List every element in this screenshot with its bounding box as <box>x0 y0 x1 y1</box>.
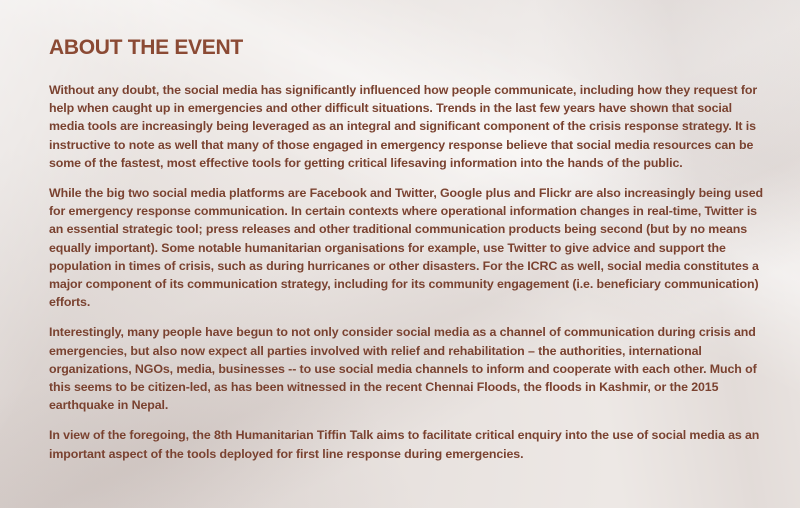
paragraph-tiffin-talk-aim: In view of the foregoing, the 8th Humanitarian Tiffin Talk aims to facilitate critical enquiry into the use of social media as an important aspect of the tools deployed for first line response during emergencies. <box>49 428 760 461</box>
paragraph-social-media-influence: Without any doubt, the social media has significantly influenced how people communicate, including how they request for help when caught up in emergencies and other difficult situations. Trends in the last few years have shown that social media tools are increasingly being leveraged as an integral and significant component of the crisis response strategy. It is instructive to note as well that many of those engaged in emergency response believe that social media resources can be some of the fastest, most effective tools for getting critical lifesaving information into the hands of the public. <box>49 83 758 170</box>
about-event-section <box>49 36 763 475</box>
section-title: ABOUT THE EVENT <box>49 36 243 59</box>
paragraph-expectations: Interestingly, many people have begun to not only consider social media as a channel of communication during crisis and emergencies, but also now expect all parties involved with relief and rehabilitation – the authorities, international organizations, NGOs, media, businesses -- to use social media channels to inform and cooperate with each other. Much of this seems to be citizen-led, as has been witnessed in the recent Chennai Floods, the floods in Kashmir, or the 2015 earthquake in Nepal. <box>49 325 757 413</box>
paragraph-platforms: While the big two social media platforms are Facebook and Twitter, Google plus and Flickr are also increasingly being used for emergency response communication. In certain contexts where operational information changes in real-time, Twitter is an essential strategic tool; press releases and other traditional communication products being second (but by no means equally important). Some notable humanitarian organisations for example, use Twitter to give advice and support the population in times of crisis, such as during hurricanes or other disasters. For the ICRC as well, social media constitutes a major component of its communication strategy, including for its community engagement (i.e. beneficiary communication) efforts. <box>49 186 763 310</box>
